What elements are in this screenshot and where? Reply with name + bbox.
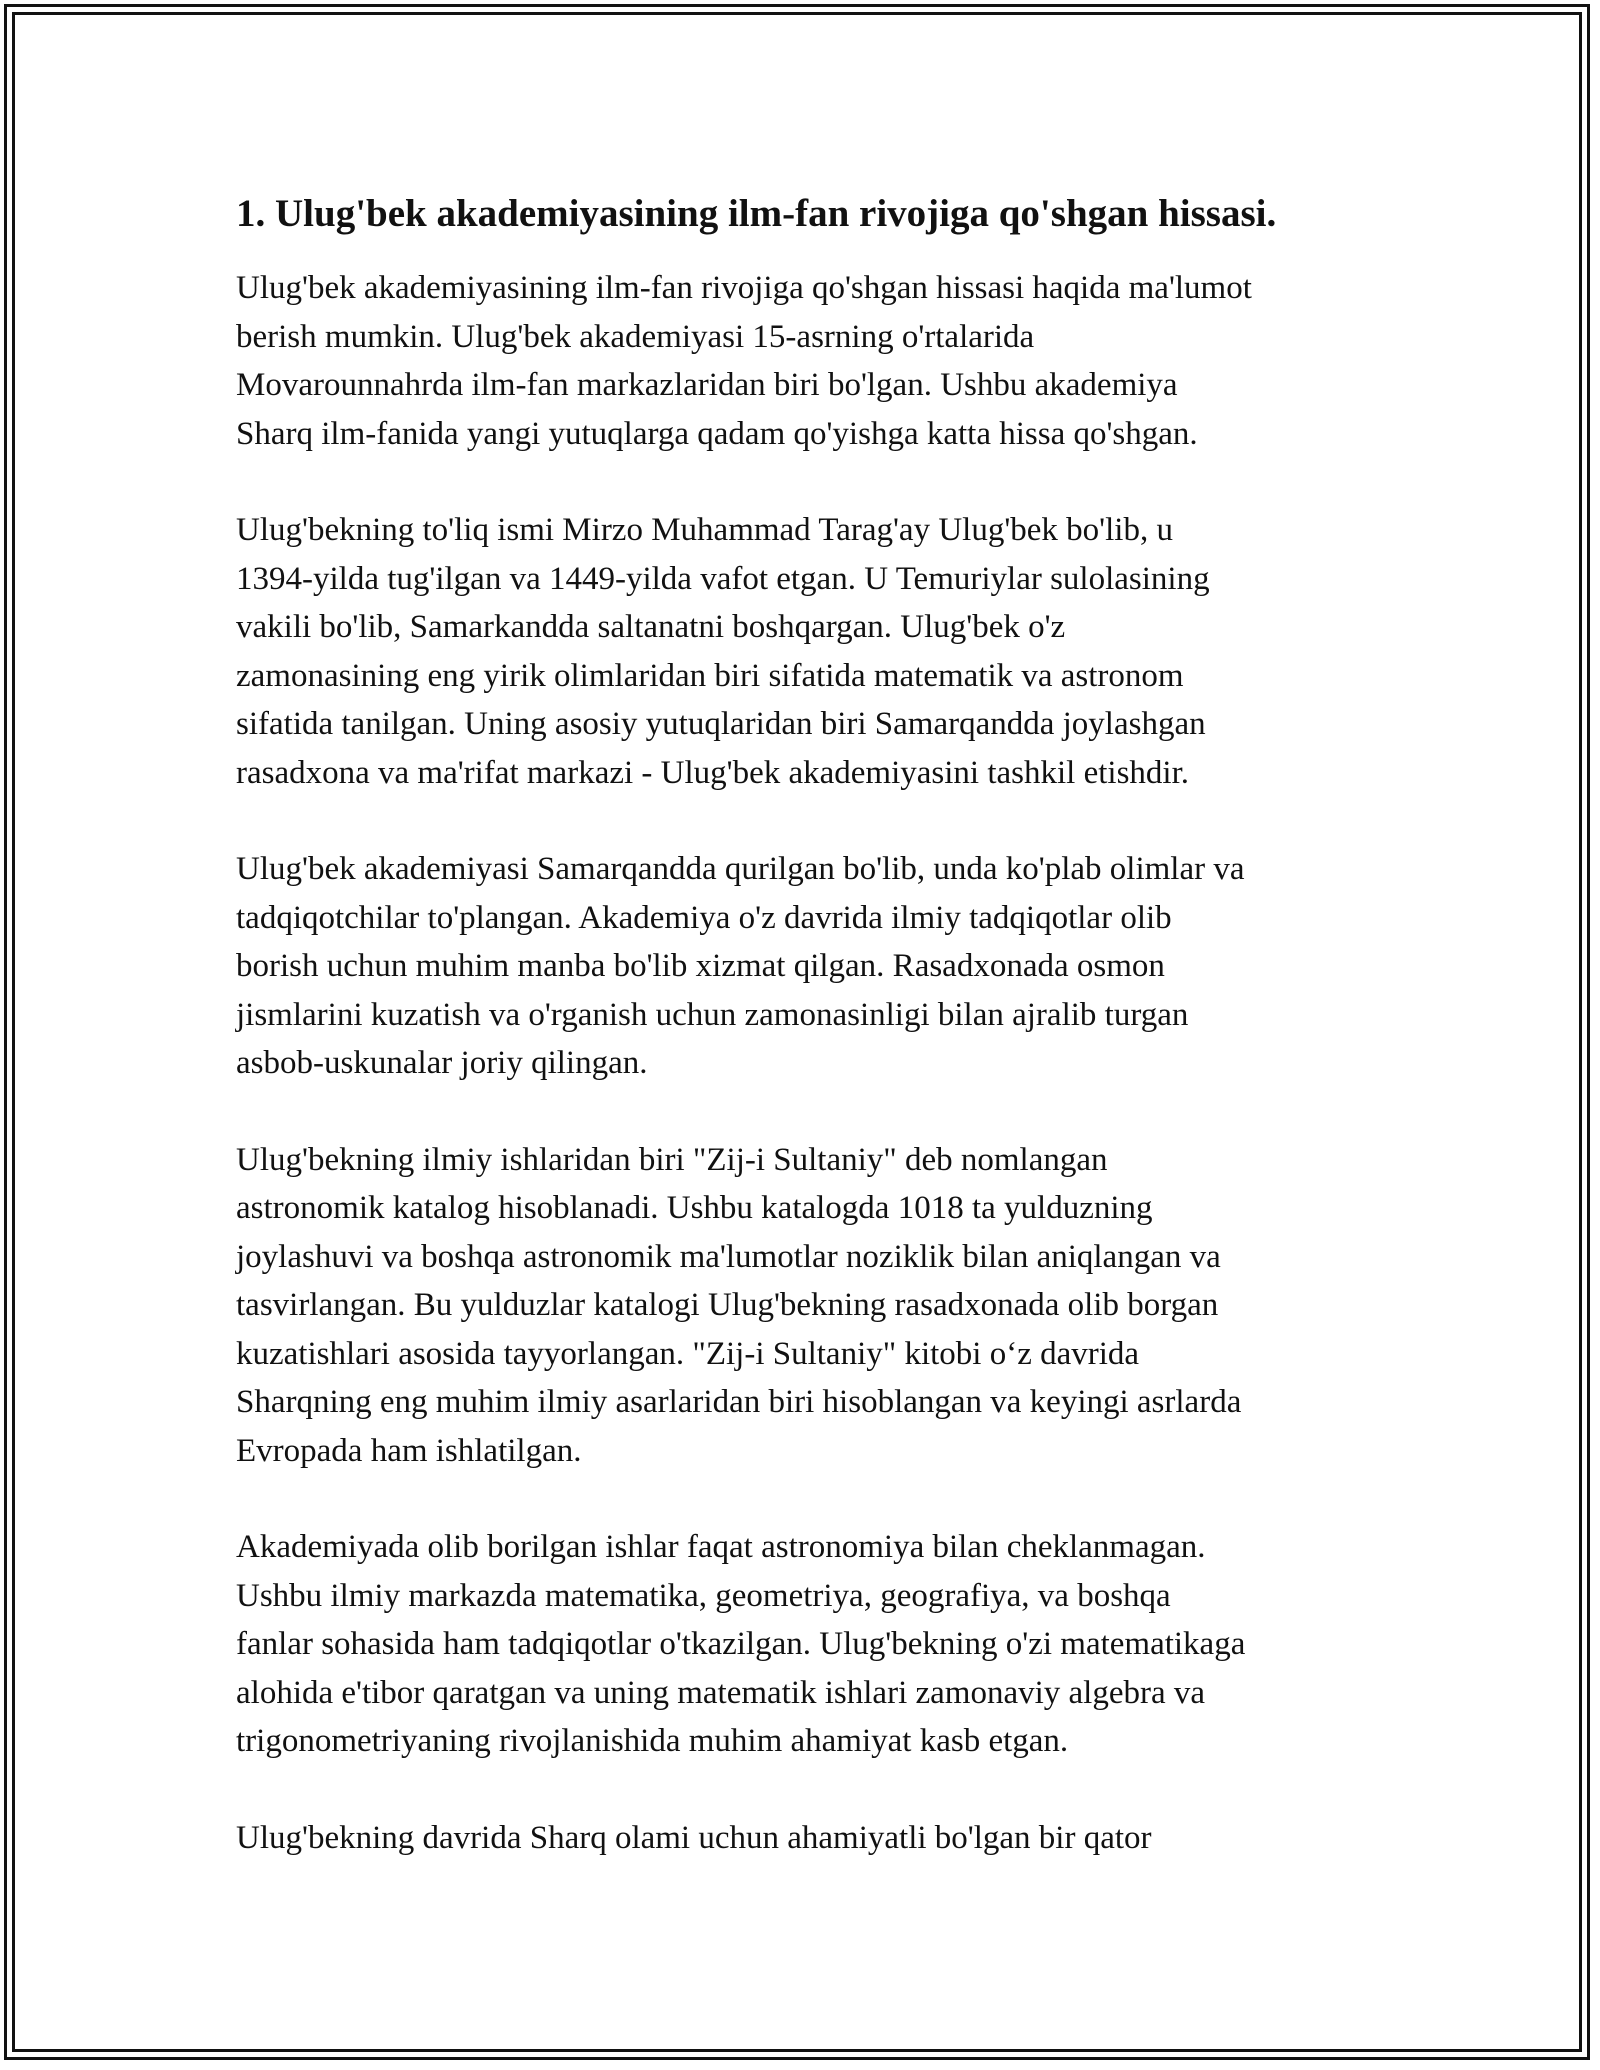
paragraph-line: zamonasining eng yirik olimlaridan biri sifatida matematik va astronom (236, 657, 1184, 694)
paragraph-line: Ulug'bekning ilmiy ishlaridan biri "Zij-i Sultaniy" deb nomlangan (236, 1141, 1108, 1178)
paragraph-line: berish mumkin. Ulug'bek akademiyasi 15-asrning o'rtalarida (236, 318, 1035, 355)
paragraph-line: 1394-yilda tug'ilgan va 1449-yilda vafot etgan. U Temuriylar sulolasining (236, 560, 1210, 597)
paragraph-line: alohida e'tibor qaratgan va uning matematik ishlari zamonaviy algebra va (236, 1674, 1206, 1711)
paragraph-line: Ushbu ilmiy markazda matematika, geometriya, geografiya, va boshqa (236, 1577, 1171, 1614)
paragraph-line: Sharqning eng muhim ilmiy asarlaridan biri hisoblangan va keyingi asrlarda (236, 1384, 1242, 1420)
paragraph-line: Sharq ilm-fanida yangi yutuqlarga qadam qo'yishga katta hissa qo'shgan. (236, 415, 1198, 452)
paragraph-line: Ulug'bek akademiyasi Samarqandda qurilgan bo'lib, unda ko'plab olimlar va (236, 851, 1245, 887)
paragraph-line: Movarounnahrda ilm-fan markazlaridan biri bo'lgan. Ushbu akademiya (236, 367, 1178, 403)
section-heading: 1. Ulug'bek akademiyasining ilm-fan rivojiga qo'shgan hissasi. (236, 192, 1277, 235)
paragraph-biography (236, 506, 1376, 797)
paragraph-line: Ulug'bekning to'liq ismi Mirzo Muhammad Tarag'ay Ulug'bek bo'lib, u (236, 512, 1173, 548)
paragraph-line: joylashuvi va boshqa astronomik ma'lumotlar noziklik bilan aniqlangan va (236, 1238, 1221, 1275)
paragraph-line: Akademiyada olib borilgan ishlar faqat astronomiya bilan cheklanmagan. (236, 1529, 1206, 1565)
paragraph-line: jismlarini kuzatish va o'rganish uchun zamonasinligi bilan ajralib turgan (236, 996, 1189, 1033)
paragraph-line: vakili bo'lib, Samarkandda saltanatni boshqargan. Ulug'bek o'z (236, 609, 1066, 645)
paragraph-line: Ulug'bek akademiyasining ilm-fan rivojiga qo'shgan hissasi haqida ma'lumot (236, 270, 1252, 306)
paragraph-line: astronomik katalog hisoblanadi. Ushbu katalogda 1018 ta yulduzning (236, 1190, 1153, 1226)
paragraph-line: trigonometriyaning rivojlanishida muhim ahamiyat kasb etgan. (236, 1723, 1069, 1759)
paragraph-line: tadqiqotchilar to'plangan. Akademiya o'z davrida ilmiy tadqiqotlar olib (236, 899, 1172, 936)
paragraph-line: tasvirlangan. Bu yulduzlar katalogi Ulug'bekning rasadxonada olib borgan (236, 1287, 1219, 1323)
paragraph-line: sifatida tanilgan. Uning asosiy yutuqlaridan biri Samarqandda joylashgan (236, 706, 1206, 742)
paragraph-sciences (236, 1523, 1376, 1766)
paragraph-line: rasadxona va ma'rifat markazi - Ulug'bek akademiyasini tashkil etishdir. (236, 754, 1190, 791)
paragraph-era (236, 1814, 1376, 1863)
paragraph-line: Evropada ham ishlatilgan. (236, 1432, 582, 1469)
paragraph-line: fanlar sohasida ham tadqiqotlar o'tkazilgan. Ulug'bekning o'zi matematikaga (236, 1626, 1246, 1662)
paragraph-zij-sultaniy (236, 1136, 1376, 1476)
paragraph-academy (236, 845, 1376, 1088)
paragraph-line: borish uchun muhim manba bo'lib xizmat qilgan. Rasadxonada osmon (236, 948, 1165, 984)
paragraph-line: asbob-uskunalar joriy qilingan. (236, 1045, 648, 1081)
document-body (236, 186, 1376, 1862)
paragraph-intro (236, 264, 1376, 458)
paragraph-line: kuzatishlari asosida tayyorlangan. "Zij-i Sultaniy" kitobi o‘z davrida (236, 1335, 1140, 1372)
paragraph-line: Ulug'bekning davrida Sharq olami uchun ahamiyatli bo'lgan bir qator (236, 1819, 1152, 1856)
